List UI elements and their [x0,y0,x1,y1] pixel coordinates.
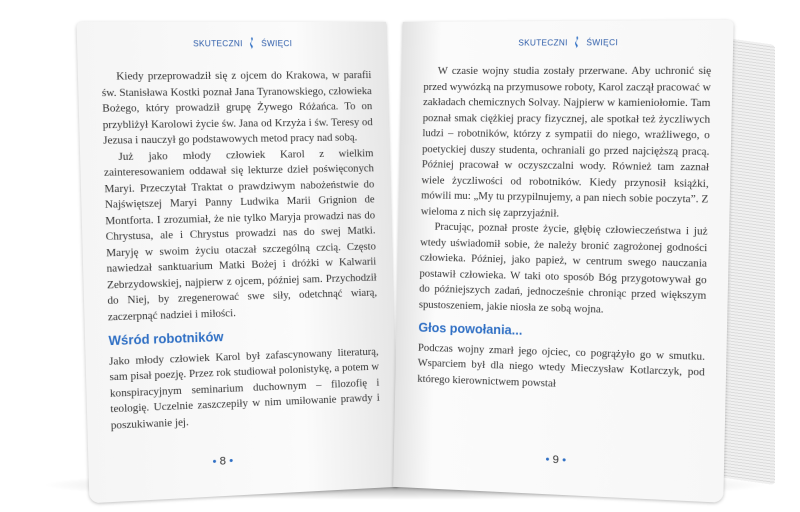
paragraph: Już jako młody człowiek Karol z wielkim zainteresowaniem oddawał się lekturze dzieł poświęconych Maryi. Przeczytał Traktat o prawdziwym nabożeństwie do Najświętszej Maryi Panny Ludwika Marii Grignion de Montforta. I zrozumiał, że nie tylko Maryja prowadzi nas do Chrystusa, ale i Chrystus prowadzi nas do swej Matki. Maryję w swoim życiu otaczał szczególną czcią. Często nawiedzał sanktuarium Matki Bożej i dróżki w Kalwarii Zebrzydowskiej, najpierw z ojcem, później sam. Przychodził do Niej, by zregenerować swe siły, odetchnąć wiarą, zaczerpnąć nadziei i miłości. [103,147,378,323]
flame-logo-icon [246,36,259,50]
paragraph: Kiedy przeprowadził się z ojcem do Krakowa, w parafii św. Stanisława Kostki poznał Jana Tyranowskiego, człowieka Bożego, który prowadził grupę Żywego Różańca. To on przybliżył Karolowi życie św. Jana od Krzyża i św. Teresy od Jezusa i nauczył go podstawowych metod pracy nad sobą. [101,70,373,147]
right-page-text [417,64,711,398]
paragraph: Pracując, poznał proste życie, głębię człowieczeństwa i już wtedy uświadomił sobie, że należy bronić zagrożonej godności człowieka. Później, jako papież, w centrum swego nauczania postawił człowieka. W taki oto sposób Bóg przygotowywał go do późniejszych zadań, jednocześnie chroniąc przed większym spustoszeniem, jakie niosła ze sobą wojna. [418,221,708,316]
page-number: • 9 • [545,453,567,467]
brand-word-left: SKUTECZNI [518,37,568,48]
page-number-value: 8 [219,455,227,468]
page-number: • 8 • [212,454,234,469]
page-number-value: 9 [552,453,560,467]
brand-word-right: ŚWIĘCI [586,37,619,47]
brand-logo [518,35,618,50]
flame-logo-icon [571,35,584,49]
section-heading: Wśród robotników [108,329,224,349]
paragraph: Podczas wojny zmarł jego ojciec, co pogrążyło go w smutku. Wsparciem był dla niego wtedy Mieczysław Kotlarczyk, pod którego kierownictwem powstał [417,342,706,390]
left-page-text [101,68,380,434]
brand-word-right: ŚWIĘCI [261,38,293,48]
brand-logo [193,36,292,50]
brand-word-left: SKUTECZNI [192,38,243,48]
right-page [393,20,734,503]
paragraph: W czasie wojny studia zostały przerwane. Aby uchronić się przed wywózką na przymusowe roboty, Karol zaczął pracować w zakładach chemicznych Solvay. Najpierw w kamieniołomie. Tam poznał smak ciężkiej pracy fizycznej, ale spotkał też życzliwych ludzi – robotników, którzy z sympatii do niego, wrażliwego, o poetyckiej duszy studenta, ochraniali go przed najcięższą pracą. Później pracował w oczyszczalni wody. Również tam zaznał wiele życzliwości od robotników. Kiedy przynosił książki, mówili mu: „My tu przypilnujemy, a pan niech sobie poczyta”. Z wieloma z nich się zaprzyjaźnił. [420,65,712,220]
section-heading: Głos powołania... [418,320,523,338]
paragraph: Jako młody człowiek Karol był zafascynowany literaturą, sam pisał poezję. Przez rok studiował polonistykę, a potem w konspiracyjnym seminarium duchownym – filozofię i teologię. Uczelnie zaszczepiły w nim umiłowanie prawdy i poszukiwanie jej. [108,346,380,432]
left-page [76,22,398,504]
